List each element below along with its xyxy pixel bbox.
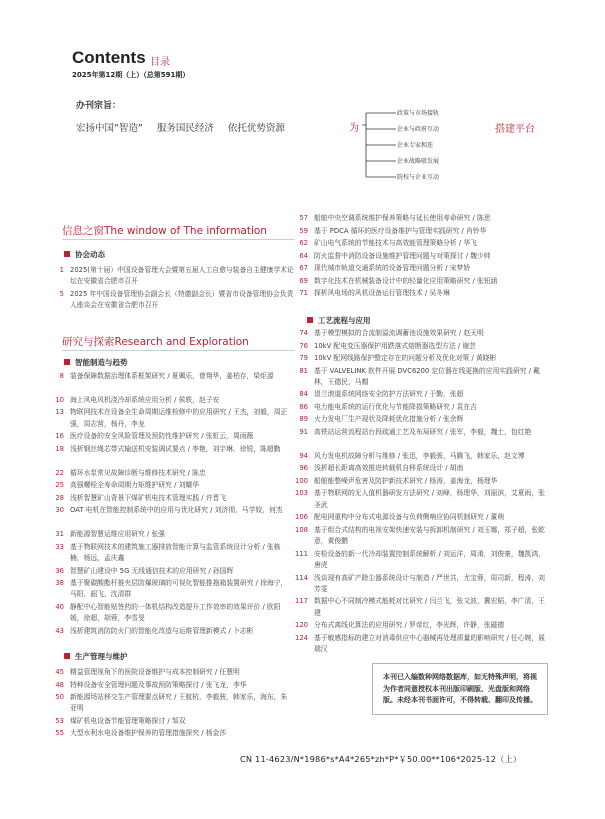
purpose-title: 办刊宗旨： — [76, 101, 122, 111]
toc-entry[interactable] — [288, 596, 550, 619]
page-number: 124 — [295, 633, 308, 642]
page-number: 28 — [55, 493, 64, 502]
entry-title: 特种设备安全管理问题及事故预防策略探讨 / 张飞龙，李华 — [70, 680, 247, 689]
page-number: 84 — [299, 390, 308, 399]
entry-title: 数据中心不同制冷模式能耗对比研究 / 闫兰飞，张文波，冀宏韬，李广清，王建 — [314, 597, 545, 617]
entry-title: 基于聚碳酸酯杆推夹层防爆玻璃的可视化智能推拖箱装置研究 / 徐海宁，马阳，韶飞，沈清群 — [70, 579, 288, 599]
entry-title: 船舶能整噪声危害及防护新技术研究 / 杨涛，姜海龙，杨理华 — [314, 476, 498, 485]
toc-entry[interactable] — [288, 213, 550, 224]
subsection-title: 协会动态 — [64, 249, 105, 260]
entry-title: 电力能电系统的运行优化与节能降损策略研究 / 袁在吉 — [314, 402, 477, 411]
issue-info: 2025年第12期（上）（总第591期） — [72, 71, 190, 79]
bracket-item: 院校与企业互动 — [397, 174, 440, 181]
entry-title: 探析风电场的风机设备运行管理技术 / 吴冬琳 — [314, 289, 450, 297]
toc-entry[interactable] — [288, 389, 550, 400]
page-number: 18 — [55, 444, 64, 453]
toc-entry[interactable] — [44, 505, 294, 528]
page-number: 48 — [55, 680, 64, 689]
toc-entry[interactable] — [288, 512, 550, 523]
page-number: 62 — [299, 239, 308, 247]
toc-entry[interactable] — [44, 468, 294, 479]
toc-entry[interactable] — [44, 716, 294, 727]
page-number: 33 — [55, 542, 64, 551]
page-number: 5 — [59, 289, 64, 298]
entry-title: 浅析钢丝绳芯带式输送机安装调试要点 / 李艳，刘宇琳，徐锐，陈超勤 — [70, 444, 281, 453]
page-number: 117 — [295, 597, 308, 606]
toc-entry[interactable] — [44, 692, 294, 715]
entry-title: 10kV 配电变压器保护用跌落式熔断器选型方法 / 谢芸 — [314, 341, 476, 350]
entry-title: 浅谈现有高矿产除尘器系统设计与制造 / 严世共，尤宝蓉，周司新，程涛，刘芳雯 — [314, 573, 545, 593]
page-number: 108 — [295, 525, 308, 534]
entry-title: 大型水利水电设备维护保养的管理措施探究 / 杨金莎 — [70, 729, 227, 738]
entry-title: 浅析超长距离高效推进转载机自移系统设计 / 胡南 — [314, 464, 464, 473]
square-bullet-icon — [64, 359, 70, 365]
toc-entry[interactable] — [288, 427, 550, 450]
bracket-item: 企业专家相连 — [397, 142, 434, 149]
bracket-item: 企业战略联发展 — [397, 158, 440, 165]
toc-entry[interactable] — [44, 680, 294, 691]
page-number: 120 — [295, 621, 308, 630]
bracket-lines — [362, 108, 402, 182]
toc-entry[interactable] — [44, 289, 294, 312]
page-number: 86 — [299, 402, 308, 411]
entry-title: 浅析智慧矿山背景下煤矿机电技术管理实践 / 许晋飞 — [70, 493, 227, 502]
toc-entry[interactable] — [44, 493, 294, 504]
toc-entry[interactable] — [288, 226, 550, 237]
toc-entry[interactable] — [44, 407, 294, 430]
toc-entry[interactable] — [44, 602, 294, 625]
entry-title: 退兰滚道系统网络安全防护方法研究 / 于勤，张超 — [314, 390, 464, 399]
motto-part: 服务国民经济 — [156, 123, 214, 134]
toc-entry[interactable] — [288, 476, 550, 487]
page-number: 100 — [295, 476, 308, 485]
entry-title: 装备保障数据治理体系框架研究 / 夏珮乐，曾翔华，姜柏存，梁炬源 — [70, 372, 274, 380]
section-rule — [62, 350, 295, 351]
page-number: 43 — [55, 626, 64, 635]
entry-title: 数字化技术在机械装备设计中的轻量化应用策略研究 / 张钮涵 — [314, 276, 498, 285]
page-number: 31 — [55, 530, 64, 539]
section-title-research: 研究与探索Research and Exploration — [62, 336, 249, 348]
bracket-item: 企业与政府互动 — [397, 126, 440, 133]
entry-title: 2025(第十届）中国设备管理大会暨第五届人工自愈与装备自主健康学术论坛在安徽省合肥市召开 — [70, 266, 294, 286]
entry-title: 静配中心智能贴签药的一体机结构改造提升工作效率的效果评价 / 欧阳媛，徐超，胡蓉，李雪旻 — [70, 602, 281, 623]
entry-title: 新能源场站移交生产管理要点研究 / 王航杭，李毅骏，韩家乐，海东，朱亚明 — [70, 693, 288, 713]
entry-title: 新能源智慧运维应用研究 / 张强 — [70, 530, 165, 539]
toc-entry[interactable] — [44, 626, 294, 637]
entry-title: 火力发电厂生产现状及降耗优化措施分析 / 张余辉 — [314, 415, 464, 424]
page-number: 103 — [295, 489, 308, 498]
toc-entry[interactable] — [44, 566, 294, 577]
motto-part: 宏扬中国“智造” — [76, 123, 143, 134]
page-number: 53 — [55, 716, 64, 725]
entry-title: 分布式离线化算法的应用研究 / 罗帝红，李光辉，许静，张磁德 — [314, 621, 505, 630]
toc-entry[interactable] — [44, 395, 294, 406]
square-bullet-icon — [64, 653, 70, 659]
page-number: 94 — [299, 451, 308, 460]
toc-entry[interactable] — [288, 463, 550, 474]
entry-title: OAT 电机在智能控制系统中的应用与优化研究 / 刘济彻，马学姣，何杰 — [70, 506, 283, 515]
page-number: 1 — [59, 266, 64, 274]
copyright-notice: 本刊已入编数种网络数据库，如无特殊声明，将视为作者同意授权本刊出版印刷版、光盘版和网络版。未经本刊书面许可，不得转载、翻印及传播。 — [372, 663, 548, 715]
page-number: 114 — [295, 573, 308, 582]
entry-title: 船舶中央空调系统维护保养策略与延长使用寿命研究 / 陈思 — [314, 214, 491, 222]
entry-title: 循环水泵常见故障诊断与维修技术研究 / 陈忠 — [70, 468, 206, 477]
toc-entry[interactable] — [288, 366, 550, 389]
toc-entry[interactable] — [44, 542, 294, 565]
subsection-title: 工艺流程与应用 — [307, 315, 371, 326]
entry-title: 海上风电风机浇冷却系统应用分析 / 侯轶，赵子安 — [70, 395, 220, 404]
toc-entry[interactable] — [44, 371, 294, 394]
page-number: 111 — [295, 549, 308, 558]
page-number: 22 — [55, 468, 64, 477]
toc-entry[interactable] — [288, 238, 550, 249]
entry-title: 2025 年中国设备管理协会副会长（特邀副会长）暨省市设备管理协会负责人座谈会在安徽省合肥市召开 — [70, 289, 294, 310]
page-number: 13 — [55, 408, 64, 417]
page-number: 76 — [299, 341, 308, 350]
entry-title: 10kV 配网线路保护整定存在的问题分析及优化对策 / 黄晓彬 — [314, 354, 497, 362]
entry-title: 基于 VALVELINK 软件开展 DVC6200 定位器在线更换的应用实践研究 / 戴林，王德民，马帽 — [314, 366, 540, 386]
entry-title: 精益管理视角下的医院设备维护与成本控制研究 / 任慧明 — [70, 668, 240, 676]
entry-title: 高铁站运营流程站台段疏通工艺及布局研究 / 张军，李毅，魏士，包红艳 — [314, 427, 532, 436]
entry-title: 浅析建筑消防防火门的智能化改造与运维管理新模式 / 卜志彬 — [70, 626, 254, 635]
page-number: 45 — [55, 668, 64, 676]
subsection-title: 生产管理与维护 — [64, 651, 128, 662]
page-number: 16 — [55, 432, 64, 441]
entry-title: 医疗设备的安全风险管理及预防性维护研究 / 张虹云，周雨薇 — [70, 432, 254, 441]
toc-entry[interactable] — [288, 451, 550, 462]
toc-entry[interactable] — [288, 620, 550, 631]
toc-entry[interactable] — [288, 263, 550, 274]
toc-entry[interactable] — [288, 414, 550, 425]
toc-entry[interactable] — [288, 353, 550, 364]
toc-entry[interactable] — [288, 488, 550, 511]
entry-title: 安检设备的新一代冷却装置控制系统解析 / 刘运洋，周淆，刘俊豪，魏凯鸿，唐虎 — [314, 549, 545, 569]
entry-title: 基于模型模拟的合流制溢流调蓄池设施效果研究 / 赵天明 — [314, 329, 484, 337]
page-number: 79 — [299, 354, 308, 362]
bracket-item: 政策与市场接轨 — [397, 110, 440, 117]
page-number: 55 — [55, 729, 64, 738]
entry-title: 基于物联网的无人值机器研发方法研究 / 刘峰，杨理华，刘丽滨，艾夏雨，张圣武 — [314, 489, 545, 509]
toc-entry[interactable] — [44, 667, 294, 678]
toc-entry[interactable] — [44, 265, 294, 288]
page-number: 81 — [299, 366, 308, 375]
toc-entry[interactable] — [288, 525, 550, 548]
toc-entry[interactable] — [44, 529, 294, 540]
section-title-info: 信息之窗The window of The information — [62, 225, 267, 237]
page-number: 96 — [299, 464, 308, 473]
page-number: 71 — [299, 289, 308, 297]
purpose-wei: 为 — [349, 123, 359, 134]
page-number: 38 — [55, 579, 64, 587]
toc-entry[interactable] — [288, 341, 550, 352]
entry-title: 基于组合式结构的电视安架快速安装与拆卸机制研究 / 刘玉娜，郑子超，张乾意，黄俊鹏 — [314, 525, 545, 546]
entry-title: 物联网技术在设备全生命周期运维检修中的应用研究 / 王杰，刘毅，周正强，周志营，杨丹，李龙 — [70, 408, 288, 428]
page-number: 57 — [299, 214, 308, 222]
toc-entry[interactable] — [44, 578, 294, 601]
toc-entry[interactable] — [288, 328, 550, 339]
square-bullet-icon — [64, 251, 70, 257]
purpose-platform: 搭建平台 — [495, 124, 535, 135]
page-number: 30 — [55, 506, 64, 515]
page-number: 36 — [55, 566, 64, 575]
page-number: 64 — [299, 251, 308, 260]
page-number: 10 — [55, 395, 64, 404]
page-number: 89 — [299, 415, 308, 424]
entry-title: 基于敏感指标的建立对消毒供应中心器械再处理质量的影响研究 / 任心婉，展瑞汉 — [314, 633, 545, 654]
contents-cn-label: 目录 — [150, 57, 170, 68]
entry-title: 基于 PDCA 循环的医疗设备维护与管理实践研究 / 肖铃华 — [314, 226, 487, 235]
page-number: 25 — [55, 481, 64, 490]
entry-title: 配电网重构中分布式电源设备与负荷侧响应协同机制研究 / 董萌 — [314, 513, 505, 522]
page-number: 106 — [295, 513, 308, 522]
toc-entry[interactable] — [44, 431, 294, 442]
page-number: 74 — [299, 329, 308, 337]
page-number: 40 — [55, 602, 64, 611]
page-number: 8 — [59, 372, 64, 380]
entry-title: 现代城市轨道交通系统的设备管理问题分析 / 宋梦娇 — [314, 264, 471, 272]
entry-title: 风力发电机故障分析与维修 / 张迅，李毅骏，马腾飞，韩家乐，赵文博 — [314, 451, 525, 460]
entry-title: 智慧矿山建设中 5G 无线通信技术的应用研究 / 孙国辉 — [70, 566, 234, 575]
toc-entry[interactable] — [288, 549, 550, 572]
page-number: 50 — [55, 693, 64, 701]
motto-part: 依托优势资源 — [227, 123, 285, 134]
subsection-title: 智能制造与趋势 — [64, 357, 128, 368]
page-number: 59 — [299, 226, 308, 235]
purpose-motto — [76, 120, 285, 134]
toc-entry[interactable] — [288, 251, 550, 262]
cn-code: CN 11-4623/N*1986*s*A4*265*zh*P*￥50.00**106*2025-12（上） — [240, 754, 522, 764]
toc-entry[interactable] — [288, 276, 550, 287]
entry-title: 防火监督中消防设备设施维护管理问题与对策探讨 / 魏少帅 — [314, 251, 491, 260]
square-bullet-icon — [307, 317, 313, 323]
page-number: 91 — [299, 427, 308, 436]
toc-entry[interactable] — [288, 288, 550, 299]
toc-entry[interactable] — [44, 480, 294, 491]
entry-title: 矿山电气系统的节能技术与高效能管理策略分析 / 华飞 — [314, 239, 477, 247]
section-rule — [62, 239, 295, 240]
toc-entry[interactable] — [44, 444, 294, 467]
entry-title: 高强螺栓全寿命周期力矩维护研究 / 刘耀华 — [70, 481, 199, 490]
entry-title: 煤矿机电设备节能管理策略探讨 / 邹双 — [70, 716, 186, 725]
page-number: 69 — [299, 276, 308, 285]
toc-entry[interactable] — [288, 633, 550, 656]
contents-heading: Contents — [72, 48, 146, 67]
toc-entry[interactable] — [288, 402, 550, 413]
toc-entry[interactable] — [44, 728, 294, 739]
entry-title: 基于物联网技术的建筑施工器排放智能计算与监管系统设计分析 / 张栋楠，杨远，孟庆鑫 — [70, 542, 281, 562]
toc-entry[interactable] — [288, 573, 550, 596]
page-number: 67 — [299, 264, 308, 272]
